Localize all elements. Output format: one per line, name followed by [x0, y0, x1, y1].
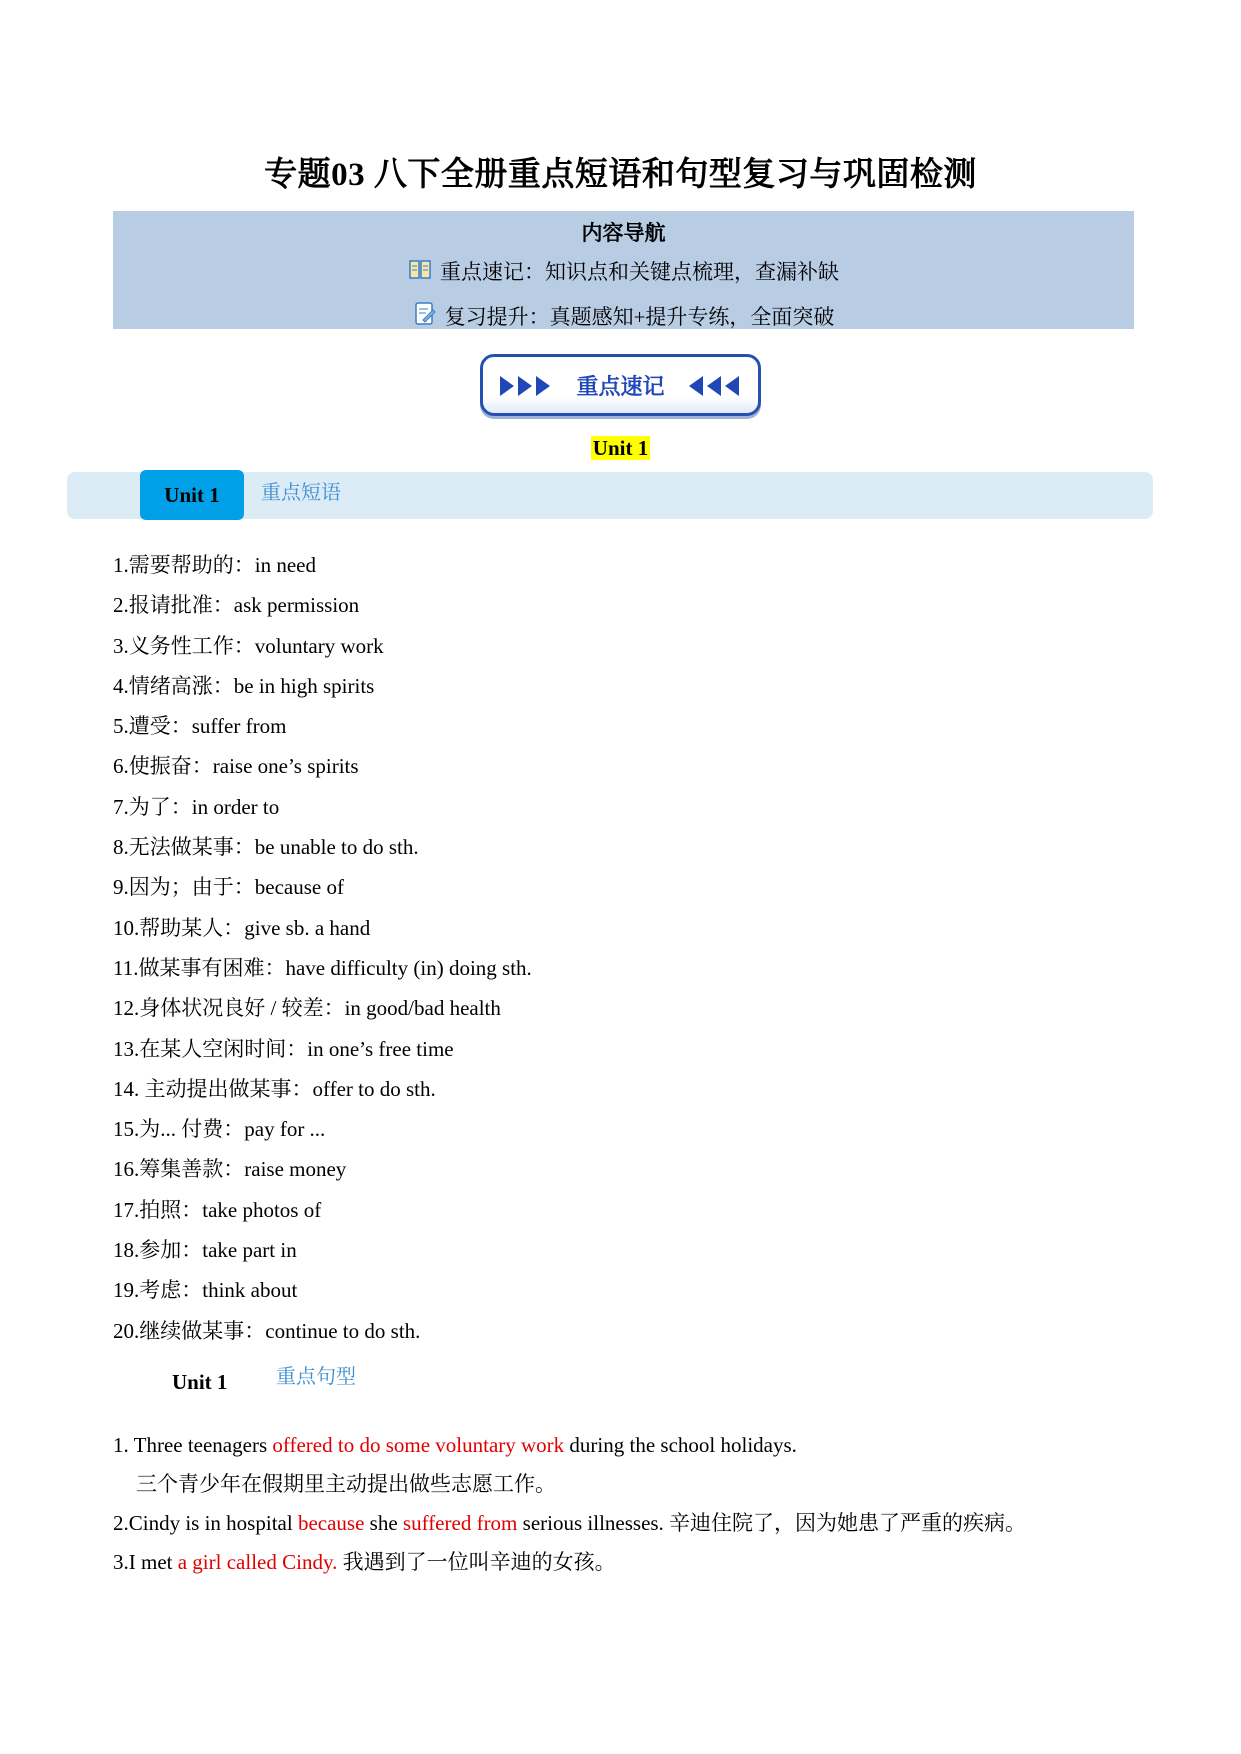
- list-item: 8.无法做某事：be unable to do sth.: [113, 835, 419, 860]
- list-item: 19.考虑：think about: [113, 1278, 298, 1303]
- sentence-keyword: offered to do some voluntary work: [272, 1433, 565, 1457]
- nav-item-review: [113, 301, 1134, 333]
- arrows-left-icon: [689, 375, 741, 397]
- content-navigation: [113, 211, 1134, 329]
- list-item: 16.筹集善款：raise money: [113, 1157, 347, 1182]
- nav-item-text: 复习提升：真题感知+提升专练，全面突破: [444, 305, 835, 329]
- sentence-text: 3.I met: [113, 1550, 178, 1574]
- unit-heading-text: Unit 1: [592, 436, 649, 460]
- list-item: 6.使振奋：raise one’s spirits: [113, 754, 359, 779]
- sentence-text: she: [364, 1511, 403, 1535]
- section-label-phrases: 重点短语: [261, 480, 341, 504]
- sentence-3: [113, 1547, 1026, 1586]
- list-item: 7.为了：in order to: [113, 794, 280, 819]
- page-title: 专题03 八下全册重点短语和句型复习与巩固检测: [264, 157, 977, 193]
- list-item: 14. 主动提出做某事：offer to do sth.: [113, 1076, 436, 1101]
- sentence-text: 我遇到了一位叫辛迪的女孩。: [337, 1550, 616, 1574]
- list-item: 3.义务性工作：voluntary work: [113, 633, 384, 658]
- key-points-banner: [480, 354, 761, 416]
- list-item: 11.做某事有困难：have difficulty (in) doing sth.: [113, 955, 532, 980]
- sentence-2: [113, 1508, 1026, 1547]
- list-item: 15.为... 付费：pay for ...: [113, 1117, 326, 1142]
- sentence-keyword: suffered from: [402, 1511, 518, 1535]
- list-item: 20.继续做某事：continue to do sth.: [113, 1318, 421, 1343]
- list-item: 13.在某人空闲时间：in one’s free time: [113, 1036, 454, 1061]
- edit-icon: [413, 301, 437, 333]
- sentence-keyword: a girl called Cindy.: [177, 1550, 338, 1574]
- phrase-list: [113, 550, 532, 1356]
- list-item: 9.因为；由于：because of: [113, 875, 344, 900]
- list-item: 4.情绪高涨：be in high spirits: [113, 673, 375, 698]
- sentence-text: during the school holidays.: [564, 1433, 797, 1457]
- section-label-sentences: 重点句型: [276, 1364, 356, 1388]
- list-item: 2.报请批准：ask permission: [113, 593, 360, 618]
- list-item: 17.拍照：take photos of: [113, 1197, 322, 1222]
- sentence-text: 2.Cindy is in hospital: [113, 1511, 298, 1535]
- book-icon: [408, 258, 432, 288]
- unit-heading: [0, 436, 1241, 461]
- nav-item-text: 重点速记：知识点和关键点梳理，查漏补缺: [440, 260, 839, 284]
- nav-item-key-points: [113, 256, 1134, 288]
- list-item: 5.遭受：suffer from: [113, 714, 287, 739]
- sentence-keyword: because: [297, 1511, 365, 1535]
- list-item: 12.身体状况良好 / 较差：in good/bad health: [113, 996, 501, 1021]
- sentence-text: 1. Three teenagers: [113, 1433, 273, 1457]
- banner-text: 重点速记: [576, 375, 665, 400]
- nav-heading: 内容导航: [581, 221, 666, 245]
- sentence-text: serious illnesses. 辛迪住院了，因为她患了严重的疾病。: [517, 1511, 1027, 1535]
- sentence-1-translation: 三个青少年在假期里主动提出做些志愿工作。: [136, 1472, 556, 1496]
- list-item: 18.参加：take part in: [113, 1238, 297, 1263]
- list-item: 10.帮助某人：give sb. a hand: [113, 915, 371, 940]
- unit-tag: Unit 1: [140, 470, 244, 520]
- sentence-1: [113, 1430, 1026, 1469]
- list-item: 1.需要帮助的：in need: [113, 553, 316, 577]
- unit-label-sentences: Unit 1: [172, 1370, 228, 1394]
- sentence-list: [113, 1430, 1026, 1586]
